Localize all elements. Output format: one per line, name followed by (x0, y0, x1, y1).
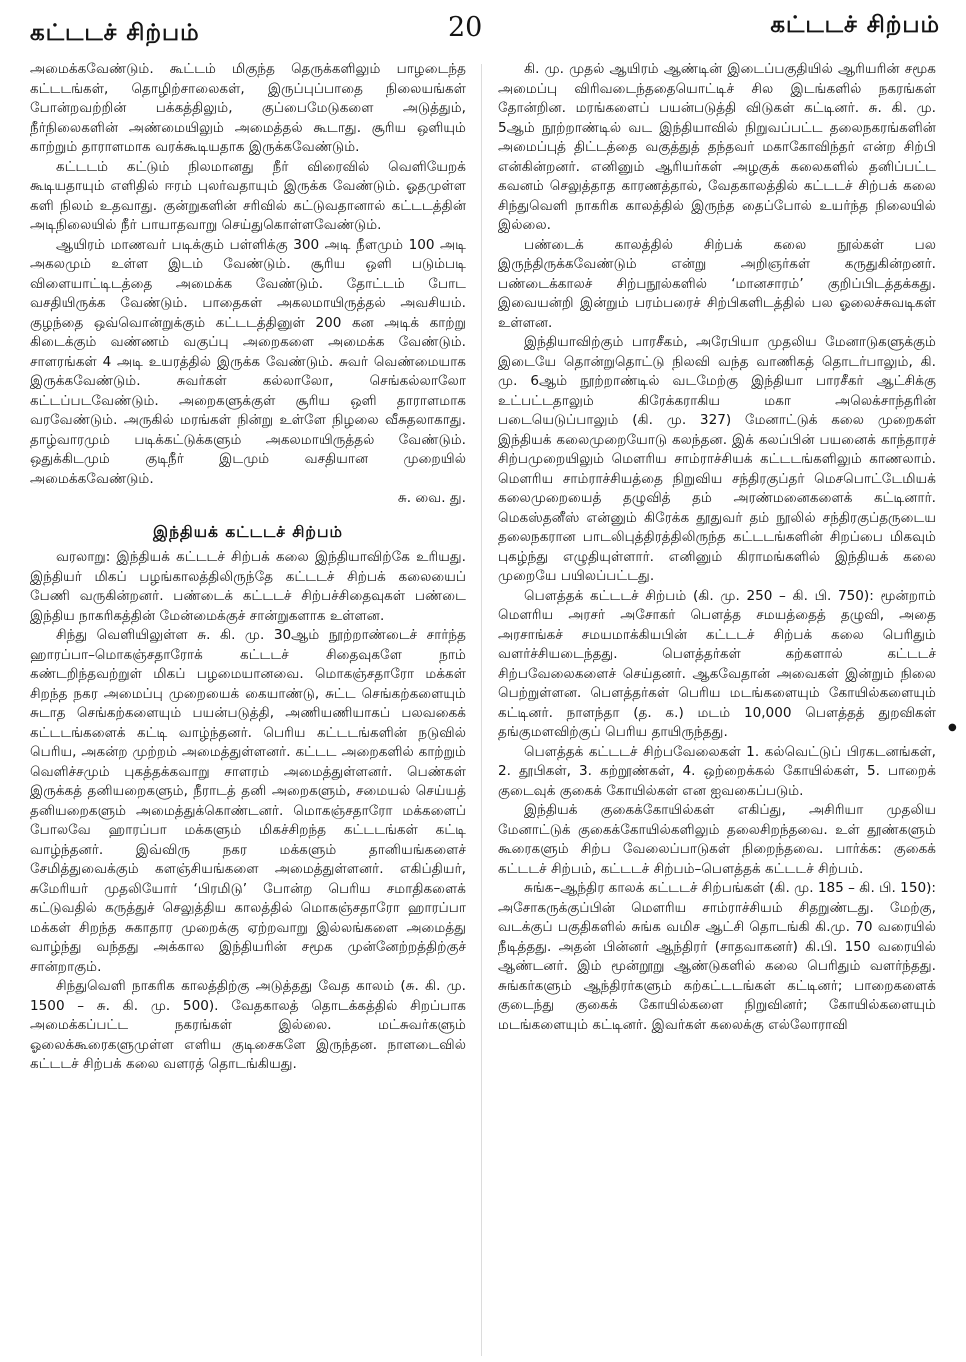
running-head-left-title: கட்டடச் சிற்பம் (30, 20, 200, 46)
paragraph: இந்தியாவிற்கும் பாரசீகம், அரேபியா முதலிய மேனாடுகளுக்கும் இடையே தொன்றுதொட்டு நிலவி வந்த வாணிகத் தொடர்பாலும், கி. மு. 6ஆம் நூற்றாண்டில் வடமேற்கு இந்தியா பாரசீகர் ஆட்சிக்கு உட்பட்டதாலும் கிரேக்கராகிய மகா அலெக்சாந்தரின் படையெடுப்பாலும் (கி. மு. 327) மேனாட்டுக் கலை முறைகள் இந்தியக் கலைமுறையோடு கலந்தன. இக் கலப்பின் பயனைக் காந்தாரச் சிற்பமுறையிலும் மௌரிய சாம்ராச்சியக் கட்டடங்களிலும் காணலாம். மௌரிய சாம்ராச்சியத்தை நிறுவிய சந்திரகுப்தர் மெசபொட்டேமியக் கலைமுறையைத் தழுவித் தம் அரண்மனைகளைக் கட்டினார். மெகஸ்தனீஸ் என்னும் கிரேக்க தூதுவர் தம் நூலில் சந்திரகுப்தருடைய தலைநகரான பாடலிபுத்திரத்திலிருந்த கட்டடங்களின் சிறப்பை மிகவும் புகழ்ந்து எழுதியுள்ளார். எனினும் கிராமங்களில் இந்தியக் கலை முறையே பயிலப்பட்டது. (498, 334, 936, 584)
paragraph: சுங்க–ஆந்திர காலக் கட்டடச் சிற்பங்கள் (கி. மு. 185 – கி. பி. 150): அசோகருக்குப்பின் மௌரிய சாம்ராச்சியம் சிதறுண்டது. மேற்கு, வடக்குப் பகுதிகளில் சுங்க வமிச ஆட்சி தொடங்கி கி.மு. 70 வரையில் நீடித்தது. அதன் பின்னர் ஆந்திரர் (சாதவாகனர்) கி.பி. 150 வரையில் ஆண்டனர். இம் மூன்றூறு ஆண்டுகளில் கலை பெரிதும் வளர்ந்தது. சுங்கர்களும் ஆந்திரர்களும் கற்கட்டடங்கள் கட்டினர்; பாறைகளைக் குடைந்து குகைக் கோயில்களை நிறுவினர்; கோயில்களையும் மடங்களையும் கட்டினர். இவர்கள் கலைக்கு எல்லோராவி (498, 880, 936, 1033)
section-title: இந்தியக் கட்டடச் சிற்பம் (153, 522, 343, 541)
right-column (498, 60, 936, 1362)
author-signature: சு. வை. து. (397, 490, 466, 506)
left-column (30, 60, 466, 1362)
paragraph: அமைக்கவேண்டும். கூட்டம் மிகுந்த தெருக்களிலும் பாழடைந்த கட்டடங்கள், தொழிற்சாலைகள், இருப்புப்பாதை நிலையங்கள் போன்றவற்றின் பக்கத்திலும், குப்பைமேடுகளை அடுத்தும், நீர்நிலைகளின் அண்மையிலும் அமைத்தல் கூடாது. சூரிய ஒளியும் காற்றும் தாராளமாக வரக்கூடியதாக இருக்கவேண்டும். (30, 61, 466, 155)
paragraph: வரலாறு: இந்தியக் கட்டடச் சிற்பக் கலை இந்தியாவிற்கே உரியது. இந்தியர் மிகப் பழங்காலத்திலிருந்தே கட்டடச் சிற்பக் கலையைப் பேணி வருகின்றனர். பண்டைக் கட்டடச் சிற்பச்சிதைவுகள் பண்டை இந்திய நாகரிகத்தின் மேன்மைக்குச் சான்றுகளாக உள்ளன. (30, 549, 466, 624)
paragraph: கி. மு. முதல் ஆயிரம் ஆண்டின் இடைப்பகுதியில் ஆரியரின் சமூக அமைப்பு விரிவடைந்ததையொட்டிச் சில இடங்களில் நகரங்கள் தோன்றின. மரங்களைப் பயன்படுத்தி விடுகள் கட்டினர். சு. கி. மு. 5ஆம் நூற்றாண்டில் வட இந்தியாவில் நிறுவப்பட்ட தலைநகரங்களின் அமைப்புத் திட்டத்தை வகுத்துத் தந்தவர் மகாகோவிந்தர் என்ற சிற்பி என்கின்றனர். எனினும் ஆரியர்கள் அழகுக் கலைகளில் தனிப்பட்ட கவனம் செலுத்தாத காரணத்தால், வேதகாலத்தில் கட்டடச் சிற்பக் கலை சிந்துவெளி நாகரிக காலத்தில் இருந்த தைப்போல் உயர்ந்த நிலையில் இல்லை. (498, 61, 936, 233)
page-number: 20 (448, 12, 483, 43)
paragraph: கட்டடம் கட்டும் நிலமானது நீர் விரைவில் வெளியேறக் கூடியதாயும் எளிதில் ஈரம் புலர்வதாயும் இருக்க வேண்டும். ஓதமுள்ள களி நிலம் உதவாது. குன்றுகளின் சரிவில் கட்டுவதானால் கட்டடத்தின் அடிநிலையில் நீர் பாயாதவாறு செய்துகொள்ளவேண்டும். (30, 158, 466, 233)
paragraph: பௌத்தக் கட்டடச் சிற்பம் (கி. மு. 250 – கி. பி. 750): மூன்றாம் மௌரிய அரசர் அசோகர் பௌத்த சமயத்தைத் தழுவி, அதை அரசாங்கச் சமயமாக்கியபின் கட்டடச் சிற்பக் கலை பெரிதும் வளர்ச்சியடைந்தது. பௌத்தர்கள் கற்களால் கட்டடச் சிற்பவேலைகளைச் செய்தனர். ஆகவேதான் அவைகள் இன்றும் நிலை பெற்றுள்ளன. பௌத்தர்கள் பெரிய மடங்களையும் கோயில்களையும் கட்டினர். நாளந்தா (த. க.) மடம் 10,000 பௌத்தத் துறவிகள் தங்குமளவிற்குப் பெரிய தாயிருந்தது. (498, 587, 936, 740)
running-head-right-title: கட்டடச் சிற்பம் (770, 12, 940, 38)
paragraph: பண்டைக் காலத்தில் சிற்பக் கலை நூல்கள் பல இருந்திருக்கவேண்டும் என்று அறிஞர்கள் கருதுகின்றனர். பண்டைக்காலச் சிற்பநூல்களில் ‘மானசாரம்’ குறிப்பிடத்தக்கது. இவையன்றி இன்றும் பரம்பரைச் சிற்பிகளிடத்தில் பல ஓலைச்சுவடிகள் உள்ளன. (498, 236, 936, 331)
margin-dot: ● (948, 722, 957, 733)
column-divider (481, 64, 482, 1356)
paragraph: சிந்து வெளியிலுள்ள சு. கி. மு. 30ஆம் நூற்றாண்டைச் சார்ந்த ஹாரப்பா–மொகஞ்சதாரோக் கட்டடச் சிதைவுகளே நாம் கண்டறிந்தவற்றுள் மிகப் பழமையானவை. மொகஞ்சதாரோ மக்கள் சிறந்த நகர அமைப்பு முறையைக் கையாண்டு, சுட்ட செங்கற்களையும் சுடாத செங்கற்களையும் பயன்படுத்தி, அணியணியாகப் பலவகைக் கட்டடங்களைக் கட்டி வாழ்ந்தனர். பெரிய கட்டடங்களின் நடுவில் பெரிய, அகன்ற முற்றம் அமைத்துள்ளனர். கட்டட அறைகளில் காற்றும் வெளிச்சமும் புகத்தக்கவாறு சாளரம் அமைத்துள்ளனர். பெண்கள் இருக்கத் தனியறைகளும், நீராடத் தனி அறைகளும், சமையல் செய்யத் தனியறைகளும் அமைத்துக்கொண்டனர். மொகஞ்சதாரோ மக்களைப் போலவே ஹாரப்பா மக்களும் மிகச்சிறந்த கட்டடங்கள் கட்டி வாழ்ந்தனர். இவ்விரு நகர மக்களும் தானியங்களைச் சேமித்துவைக்கும் களஞ்சியங்களை அமைத்துள்ளனர். எகிப்தியர், சுமேரியர் முதலியோர் ‘பிரமிடு’ போன்ற பெரிய சமாதிகளைக் கட்டுவதில் கருத்துச் செலுத்திய காலத்தில் மொகஞ்சதாரோ ஹாரப்பா மக்கள் சிறந்த சுகாதார முறைக்கு ஏற்றவாறு இல்லங்களை அமைத்து வாழ்ந்து வந்தது அக்கால இந்தியரின் சமூக முன்னேற்றத்திற்குச் சான்றாகும். (30, 627, 466, 975)
paragraph: இந்தியக் குகைக்கோயில்கள் எகிப்து, அசிரியா முதலிய மேனாட்டுக் குகைக்கோயில்களிலும் தலைசிறந்தவை. உள் தூண்களும் கூரைகளும் சிற்ப வேலைப்பாடுகள் நிறைந்தவை. பார்க்க: குகைக் கட்டடச் சிற்பம், கட்டடச் சிற்பம்–பௌத்தக் கட்டடச் சிற்பம். (498, 802, 936, 877)
paragraph: ஆயிரம் மாணவர் படிக்கும் பள்ளிக்கு 300 அடி நீளமும் 100 அடி அகலமும் உள்ள இடம் வேண்டும். சூரிய ஒளி படும்படி விளையாட்டிடத்தை அமைக்க வேண்டும். தோட்டம் போட வசதியிருக்க வேண்டும். பாதைகள் அகலமாயிருத்தல் அவசியம். குழந்தை ஒவ்வொன்றுக்கும் கட்டடத்தினுள் 200 கன அடிக் காற்று கிடைக்கும் வண்ணம் வகுப்பு அறைகளை அமைக்க வேண்டும். சாளரங்கள் 4 அடி உயரத்தில் இருக்க வேண்டும். சுவர் வெண்மையாக இருக்கவேண்டும். சுவர்கள் கல்லாலோ, செங்கல்லாலோ கட்டப்படவேண்டும். அறைகளுக்குள் சூரிய ஒளி தாராளமாக வரவேண்டும். அருகில் மரங்கள் நின்று உள்ளே நிழலை வீசுதலாகாது. தாழ்வாரமும் படிக்கட்டுக்களும் அகலமாயிருத்தல் வேண்டும். ஒதுக்கிடமும் குடிநீர் இடமும் வசதியான முறையில் அமைக்கவேண்டும். (30, 236, 466, 487)
paragraph: பௌத்தக் கட்டடச் சிற்பவேலைகள் 1. கல்வெட்டுப் பிரகடனங்கள், 2. தூபிகள், 3. கற்றூண்கள், 4. ஒற்றைக்கல் கோயில்கள், 5. பாறைக் குடைவுக் குகைக் கோயில்கள் என ஐவகைப்படும். (498, 743, 936, 799)
paragraph: சிந்துவெளி நாகரிக காலத்திற்கு அடுத்தது வேத காலம் (சு. கி. மு. 1500 – சு. கி. மு. 500). வேதகாலத் தொடக்கத்தில் சிறப்பாக அமைக்கப்பட்ட நகரங்கள் இல்லை. மட்சுவர்களும் ஓலைக்கூரைகளுமுள்ள எளிய குடிசைகளே இருந்தன. நாளடைவில் கட்டடச் சிற்பக் கலை வளரத் தொடங்கியது. (30, 978, 466, 1072)
running-head (0, 0, 966, 56)
